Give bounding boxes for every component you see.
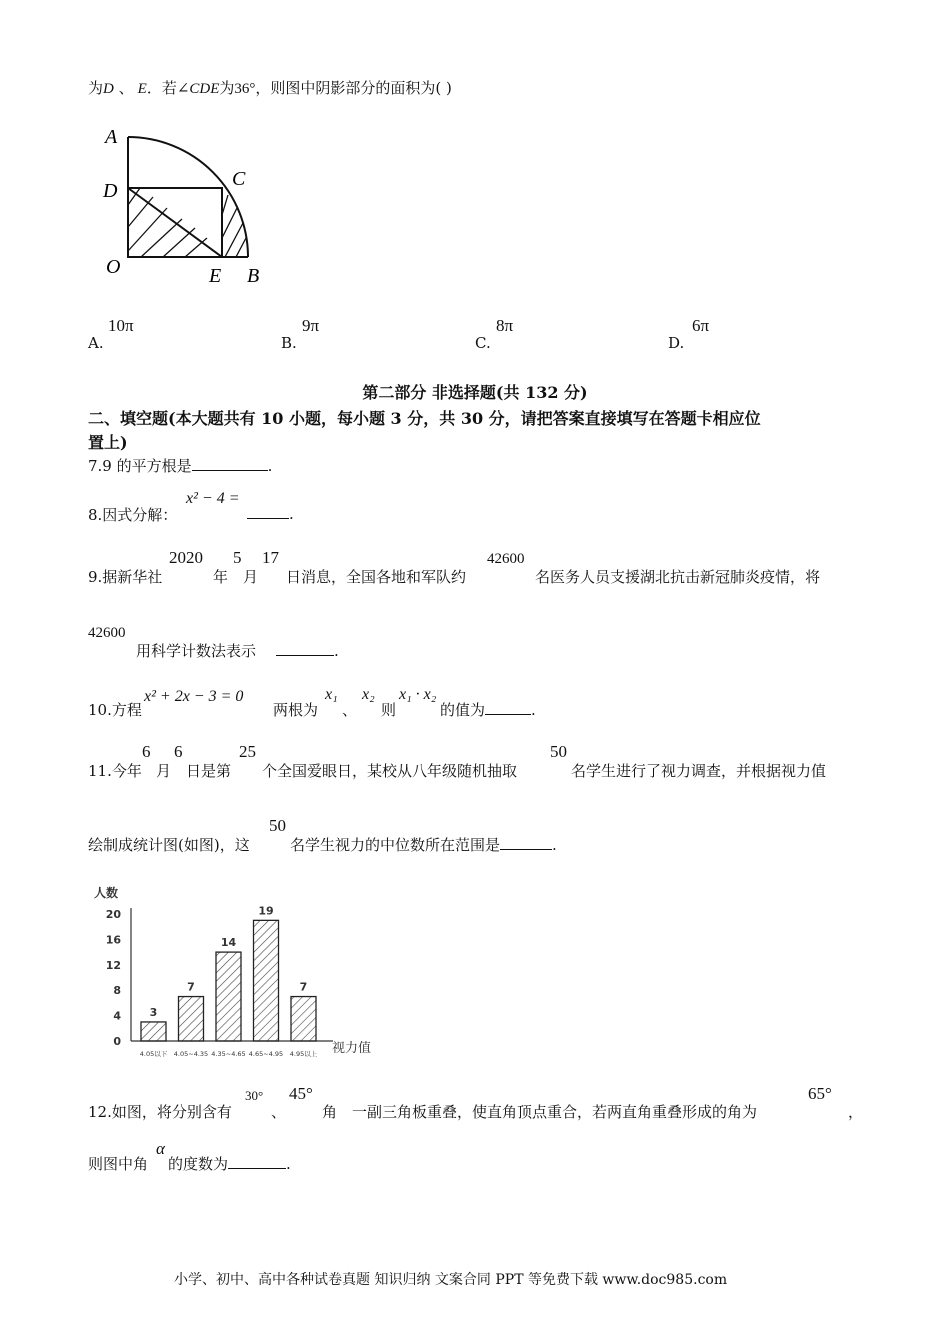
- y-axis-label: 人数: [94, 886, 119, 900]
- answer-blank: [500, 835, 552, 850]
- y-tick-label: 20: [105, 908, 121, 921]
- vision-bar-chart: [88, 880, 388, 1070]
- q11-month: 6: [142, 742, 151, 761]
- q12-text-3: 一副三角板重叠，使直角顶点重合，若两直角重叠形成的角为: [352, 1103, 758, 1121]
- bar: [141, 1022, 166, 1041]
- q10-x2: x₂: [362, 686, 375, 703]
- bar: [254, 920, 279, 1041]
- y-tick-label: 16: [105, 933, 121, 947]
- label-E: E: [209, 265, 222, 287]
- y-tick-label: 8: [113, 984, 121, 998]
- label-A: A: [105, 126, 118, 148]
- x-tick-label: 4.65~4.95: [248, 1050, 284, 1058]
- q11-day: 6: [174, 742, 183, 761]
- q12-text-2: 角: [322, 1103, 338, 1121]
- q10-text-3: 则: [381, 701, 397, 719]
- q12-angle-65: 65°: [808, 1084, 832, 1103]
- hatch-arc-region: [222, 195, 246, 257]
- option-a: A.: [88, 334, 104, 352]
- q11-n: 50: [550, 742, 567, 761]
- q12-text-1: 12.如图，将分别含有: [88, 1103, 232, 1121]
- q6-stem: 为D 、 E．若∠CDE为36°，则图中阴影部分的面积为( ): [88, 79, 452, 97]
- q10-text-2: 两根为: [273, 701, 319, 719]
- question-8: 8.因式分解：: [88, 506, 178, 524]
- answer-blank: [192, 456, 268, 471]
- answer-blank: [228, 1154, 286, 1169]
- option-b-value: 9π: [302, 316, 320, 335]
- x-tick-label: 4.05以下: [139, 1050, 168, 1058]
- option-b: B.: [281, 334, 297, 352]
- section-heading-line1: 二、填空题(本大题共有 10 小题，每小题 3 分，共 30 分，请把答案直接填写在答题卡相应位: [88, 409, 761, 428]
- page-footer: 小学、初中、高中各种试卷真题 知识归纳 文案合同 PPT 等免费下载 www.doc985.com: [174, 1272, 728, 1288]
- q12-angle-45: 45°: [289, 1084, 313, 1103]
- answer-blank: [276, 641, 334, 656]
- label-D: D: [103, 180, 118, 202]
- quarter-circle-figure: [95, 120, 275, 290]
- x-tick-label: 4.35~4.65: [211, 1050, 246, 1058]
- q10-equation: x² + 2x − 3 = 0: [144, 688, 244, 705]
- quarter-arc: [128, 137, 248, 257]
- x-tick-label: 4.95以上: [289, 1050, 318, 1058]
- q11-text-3: 日是第: [186, 762, 232, 780]
- x-axis-label: 视力值: [332, 1041, 372, 1056]
- answer-blank: [485, 700, 531, 715]
- q9-text-5: 名医务人员支援湖北抗击新冠肺炎疫情，将: [535, 568, 821, 586]
- q10-sep: 、: [342, 701, 358, 719]
- q10-x1: x₁: [325, 686, 338, 703]
- option-a-value: 10π: [108, 316, 134, 335]
- q12-angle-30: 30°: [245, 1088, 264, 1103]
- q10-product: x₁ · x₂: [399, 686, 437, 703]
- bar-value-label: 14: [220, 936, 237, 950]
- option-d-value: 6π: [692, 316, 710, 335]
- label-O: O: [106, 256, 121, 278]
- q12-comma: ，: [848, 1103, 864, 1121]
- section-heading-line2: 置上): [88, 433, 128, 452]
- q9-text-1: 9.据新华社: [88, 568, 163, 586]
- y-tick-label: 4: [113, 1009, 121, 1023]
- q11-line2-text-1: 绘制成统计图(如图)，这: [88, 836, 250, 854]
- question-7: 7.9 的平方根是 .: [88, 457, 273, 475]
- label-C: C: [232, 168, 246, 190]
- bar: [291, 997, 316, 1041]
- bar-value-label: 3: [149, 1005, 158, 1019]
- q9-text-4: 日消息，全国各地和军队约: [286, 568, 467, 586]
- q9-text-2: 年: [213, 568, 229, 586]
- part2-title: 第二部分 非选择题(共 132 分): [362, 383, 588, 402]
- q12-line2-text-1: 则图中角: [88, 1155, 149, 1173]
- q11-text-4: 个全国爱眼日，某校从八年级随机抽取: [262, 762, 518, 780]
- y-tick-label: 0: [113, 1035, 121, 1048]
- option-c-value: 8π: [496, 316, 514, 335]
- q12-line2-text-2: 的度数为 .: [168, 1155, 291, 1173]
- q11-line2-text-2: 名学生视力的中位数所在范围是 .: [290, 836, 557, 854]
- q11-line2-n: 50: [269, 816, 286, 835]
- option-d: D.: [668, 334, 685, 352]
- q9-line-2: 用科学计数法表示 .: [136, 642, 339, 660]
- q12-sep: 、: [271, 1103, 287, 1121]
- q9-year: 2020: [169, 548, 203, 567]
- q11-text-5: 名学生进行了视力调查，并根据视力值: [571, 762, 827, 780]
- q12-alpha: α: [156, 1139, 165, 1158]
- q11-text-2: 月: [156, 762, 172, 780]
- bar: [179, 997, 204, 1041]
- bar: [216, 952, 241, 1041]
- bar-value-label: 19: [258, 904, 274, 918]
- label-B: B: [247, 265, 260, 287]
- q9-month: 5: [233, 548, 242, 567]
- bar-value-label: 7: [187, 980, 195, 994]
- q10-text-4: 的值为 .: [440, 701, 536, 719]
- q9-count: 42600: [487, 551, 525, 567]
- q8-blank: .: [247, 504, 294, 523]
- bar-value-label: 7: [299, 980, 308, 994]
- q11-nth: 25: [239, 742, 256, 761]
- q9-text-3: 月: [243, 568, 259, 586]
- q10-text-1: 10.方程: [88, 701, 142, 719]
- q11-text-1: 11.今年: [88, 762, 142, 780]
- q8-expression: x² − 4 =: [186, 490, 240, 507]
- x-tick-label: 4.05~4.35: [173, 1050, 209, 1058]
- q9-day: 17: [262, 548, 279, 567]
- hatch-triangle: [128, 188, 207, 257]
- q9-number: 42600: [88, 625, 126, 641]
- option-c: C.: [475, 334, 491, 352]
- y-tick-label: 12: [105, 958, 121, 972]
